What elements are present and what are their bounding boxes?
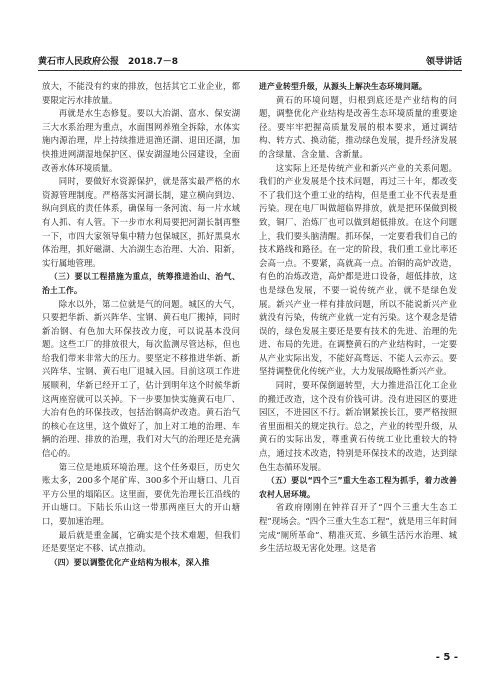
paragraph: 再就是水生态修复。要以大冶湖、富水、保安湖三大水系治理为重点，水面围网养殖全拆除，水体实施内源治理，岸上持续推进退渔还湖、退田还湖，加快推进网湖湿地保护区、保安湖湿地公园建设，全面改善水体环境质量。 [42,108,240,173]
paragraph: 省政府刚刚在钟祥召开了“四个三重大生态工程”现场会。“四个三重大生态工程”，就是用三年时间完成“厕所革命”、精准灭荒、乡镇生活污水治理、城乡生活垃圾无害化处理。这是省 [259,502,457,554]
paragraph: 第三位是地质环境治理。这个任务艰巨，历史欠账太多，200多个尾矿库、300多个开山塘口、几百平方公里的塌陷区。这里面，要优先治理长江沿线的开山塘口。下陆长乐山这一带那两座巨大的开山塘口，要加速治理。 [42,461,240,526]
page-number: - 5 - [435,652,458,663]
paragraph: 同时，要环保倒逼转型，大力推进沿江化工企业的搬迁改造，这个没有价钱可讲。没有进园区的要进园区，不进园区不行。新冶钢紧挨长江，要严格按照省里面相关的规定执行。总之，产业的转型升级，从黄石的实际出发，尊重黄石传统工业比重较大的特点，通过技术改造，特别是环保技术的改造，达到绿色生态循环发展。 [259,380,457,472]
paragraph: 除水以外，第二位就是气的问题。城区的大气，只要把华新、新兴阵华、宝钢、黄石电厂搬掉，同时新冶钢、有色加大环保技改力度，可以说基本没问题。这些工厂的排放很大，每次监测尽管达标，但也给我们带来非常大的压力。要坚定不移推进华新、新兴阵华、宝钢、黄石电厂退城入园。目前这项工作进展顺利，华新已经开工了，估计到明年这个时候华新这两座窑就可以关掉。下一步要加快实施黄石电厂、大冶有色的环保技改，包括治钢高炉改造。黄石治气的核心在这里，这个做好了，加上对工地的治理、车辆的治理、排放的治理，我们对大气的治理还是充满信心的。 [42,298,240,459]
paragraph: 这实际上还是传统产业和新兴产业的关系问题。我们的产业发展是个技术问题，再过三十年，都改变不了我们这个重工业的结构，但是重工业不代表是重污染。现在电厂叫做超临界排放，就是把环保做到极致，铜厂、治炼厂也可以做到超低排放。在这个问题上，我们要头脑清醒。抓环保，一定要看我们自己的技术路线和路径。在一定的阶段，我们重工业比率还会高一点。不要紧，高就高一点。冶铜的高炉改造，有色的冶炼改造，高炉都是进口设备，超低排放，这也是绿色发展，不要一说传统产业，就不是绿色发展。新兴产业一样有排放问题，所以不能说新兴产业就没有污染，传统产业就一定有污染。这个观念是错误的，绿色发展主要还是要有技术的先进、治理的先进、布局的先进。在调整黄石的产业结构时，一定要从产业实际出发，不能好高骛远、不能人云亦云。要坚持调整优化传统产业，大力发展战略性新兴产业。 [259,162,457,377]
paragraph: 同时，要做好水资源保护，就是落实最严格的水资源管理制度。严格落实河湖长制，建立横向到边、纵向到底的责任体系，确保每一条河流、每一片水域有人抓、有人管。下一步市水利局要把河湖长制再整一下，市四大家领导集中精力包保城区，抓好黑臭水体治理，抓好磁湖、大冶湖生态治理、大冶、阳新，实行属地管理。 [42,176,240,268]
section-heading: （三）要以工程措施为重点，统筹推进治山、治气、治土工作。 [42,272,240,295]
publication-title: 黄石市人民政府公报 2018.7－8 [38,57,178,67]
paragraph: 黄石的环境问题，归根到底还是产业结构的问题，调整优化产业结构是改善生态环境质量的重要途径。要牢牢把握高质量发展的根本要求，通过调结构、转方式、换动能，推动绿色发展，提升经济发展的含绿量、含金量、含新量。 [259,94,457,159]
section-label: 领导讲话 [425,57,462,67]
paragraph: 放大，不能没有约束的排放，包括其它工业企业，都要限定污水排放量。 [42,81,240,105]
section-heading: （四）要以调整优化产业结构为根本，深入推 [49,557,210,567]
section-heading-continued: 进产业转型升级，从源头上解决生态环境问题。 [259,82,427,91]
page-header [38,50,462,71]
right-column [259,80,457,556]
section-heading: （五）要以“四个三”重大生态工程为抓手，着力改善农村人居环境。 [259,476,457,499]
left-column [42,80,240,569]
paragraph: 最后就是重金属，它确实是个技术难题，但我们还是要坚定不移、试点推动。 [42,529,240,554]
